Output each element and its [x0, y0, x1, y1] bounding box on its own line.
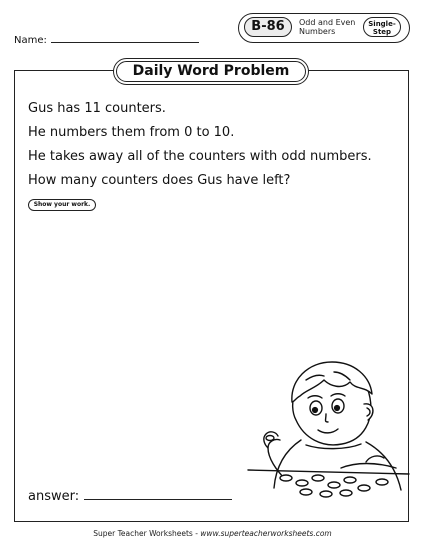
title-badge: [113, 58, 309, 85]
name-field[interactable]: [14, 33, 199, 46]
worksheet-code: B-86: [244, 17, 292, 37]
problem-text: [28, 97, 372, 193]
problem-type-line-2: Step: [372, 27, 392, 36]
boy-with-counters-illustration: [246, 350, 411, 500]
name-line[interactable]: [51, 33, 199, 43]
topic-line-1: Odd and Even: [299, 18, 356, 27]
worksheet-code-box: [238, 13, 410, 43]
footer: [0, 529, 425, 538]
topic-label: [299, 18, 355, 36]
name-label: Name:: [14, 35, 47, 46]
answer-line[interactable]: [84, 487, 232, 500]
footer-url[interactable]: www.superteacherworksheets.com: [200, 529, 332, 538]
problem-type-line-1: Single-: [368, 19, 396, 28]
problem-line: How many counters does Gus have left?: [28, 173, 291, 188]
problem-line: Gus has 11 counters.: [28, 101, 166, 116]
show-work-label: Show your work.: [28, 199, 96, 211]
answer-field[interactable]: [28, 487, 232, 504]
topic-line-2: Numbers: [299, 27, 336, 36]
problem-type-badge: [363, 17, 401, 37]
page-title: Daily Word Problem: [116, 61, 306, 82]
footer-brand: Super Teacher Worksheets -: [93, 529, 201, 538]
problem-line: He takes away all of the counters with odd numbers.: [28, 149, 372, 164]
problem-line: He numbers them from 0 to 10.: [28, 125, 235, 140]
answer-label: answer:: [28, 489, 80, 504]
